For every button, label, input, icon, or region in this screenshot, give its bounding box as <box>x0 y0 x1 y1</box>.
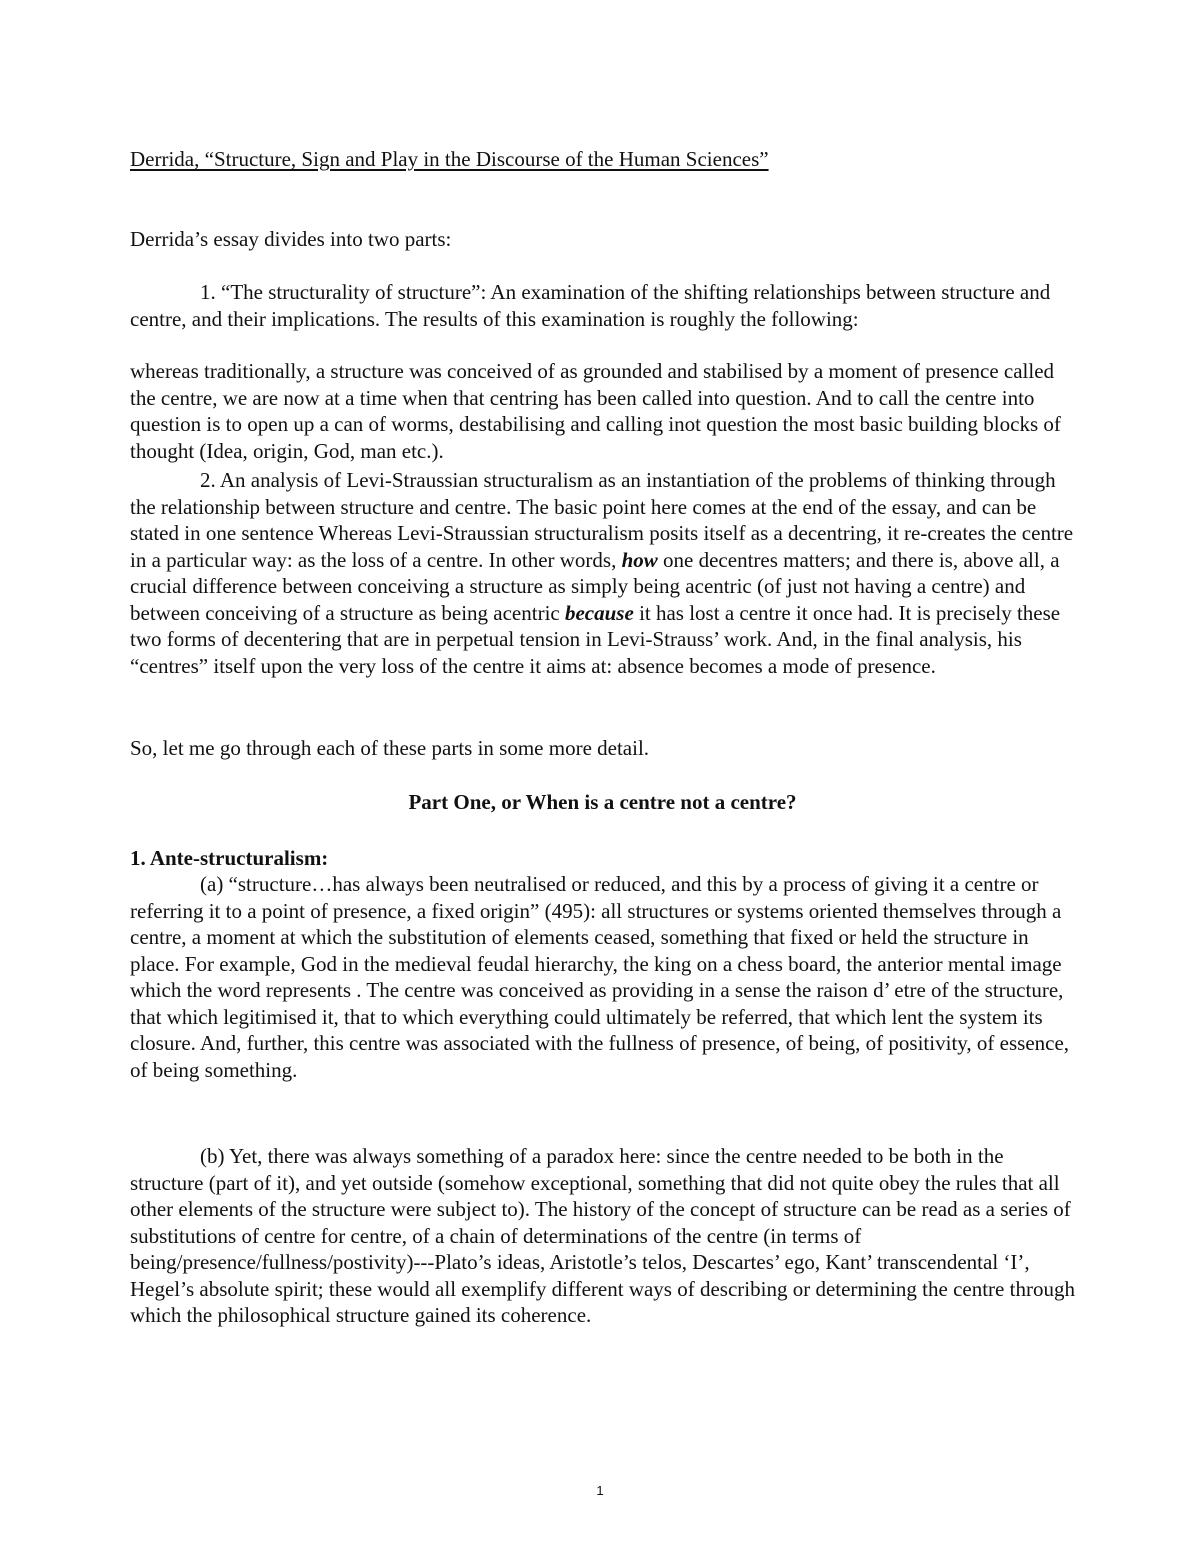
paragraph-b <box>130 1143 1075 1329</box>
part-two-text-3: it has lost a centre it once had. It is precisely these two forms of decentering that are in perpetual tension in Levi-Strauss’ work. And, in the final analysis, his “centres” itself upon the very loss of the centre it aims at: absence becomes a mode of presence. <box>130 600 1061 678</box>
part-one-summary <box>130 279 1075 332</box>
part-two-summary <box>130 467 1075 679</box>
paragraph-a <box>130 871 1075 1083</box>
part-one-heading: Part One, or When is a centre not a centre? <box>408 790 797 814</box>
part-one-summary-detail: whereas traditionally, a structure was conceived of as grounded and stabilised by a moment of presence called the centre, we are now at a time when that centring has been called into question. And to call the centre into question is to open up a can of worms, destabilising and calling inot question the most basic building blocks of thought (Idea, origin, God, man etc.). <box>130 359 1061 463</box>
paragraph-a-text: (a) “structure…has always been neutralised or reduced, and this by a process of giving it a centre or referring it to a point of presence, a fixed origin” (495): all structures or systems oriented themselves through a centre, a moment at which the substitution of elements ceased, something that fixed or held the structure in place. For example, God in the medieval feudal hierarchy, the king on a chess board, the anterior mental image which the word represents . The centre was conceived as providing in a sense the raison d’ etre of the structure, that which legitimised it, that to which everything could ultimately be referred, that which lent the system its closure. And, further, this centre was associated with the fullness of presence, of being, of positivity, of essence, of being something. <box>130 872 1070 1082</box>
intro-paragraph: Derrida’s essay divides into two parts: <box>130 227 452 251</box>
document-title: Derrida, “Structure, Sign and Play in the Discourse of the Human Sciences” <box>130 147 769 171</box>
transition-paragraph: So, let me go through each of these parts in some more detail. <box>130 736 650 760</box>
part-one-summary-lead: 1. “The structurality of structure”: An examination of the shifting relationships between structure and centre, and their implications. The results of this examination is roughly the following: <box>130 280 1051 331</box>
section-heading: 1. Ante-structuralism: <box>130 846 329 870</box>
paragraph-b-text: (b) Yet, there was always something of a paradox here: since the centre needed to be both in the structure (part of it), and yet outside (somehow exceptional, something that did not quite obey the rules that all other elements of the structure were subject to). The history of the concept of structure can be read as a series of substitutions of centre for centre, of a chain of determinations of the centre (in terms of being/presence/fullness/postivity)---Plato’s ideas, Aristotle’s telos, Descartes’ ego, Kant’ transcendental ‘I’, Hegel’s absolute spirit; these would all exemplify different ways of describing or determining the centre through which the philosophical structure gained its coherence. <box>130 1144 1075 1327</box>
part-two-text-1: 2. An analysis of Levi-Straussian structuralism as an instantiation of the problems of thinking through the relationship between structure and centre. The basic point here comes at the end of the essay, and can be stated in one sentence Whereas Levi-Straussian structuralism posits itself as a decentring, it re-creates the centre in a particular way: as the loss of a centre. In other words, <box>130 468 1074 572</box>
part-two-text-2: one decentres matters; and there is, above all, a crucial difference between conceiving a structure as simply being acentric (of just not having a centre) and between conceiving of a structure as being acentric <box>130 547 1060 625</box>
emphasis-how: how <box>621 547 658 572</box>
emphasis-because: because <box>564 600 634 625</box>
page-number: 1 <box>596 1483 604 1498</box>
